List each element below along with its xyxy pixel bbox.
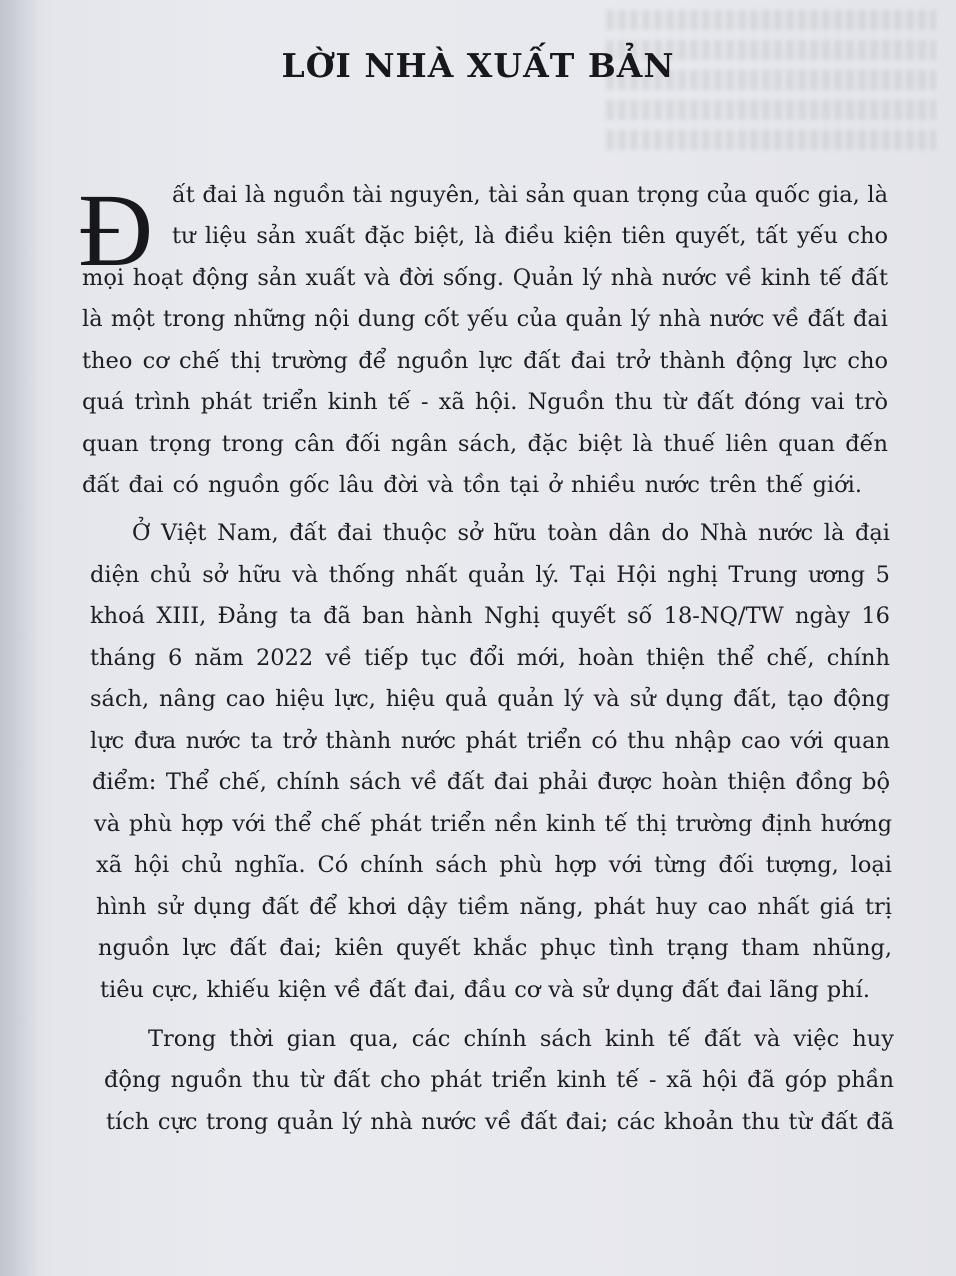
text-line: điểm: Thể chế, chính sách về đất đai phải được hoàn thiện đồng bộ <box>92 769 890 795</box>
text-line: hình sử dụng đất để khơi dậy tiềm năng, phát huy cao nhất giá trị <box>96 894 892 920</box>
text-line: động nguồn thu từ đất cho phát triển kinh tế - xã hội đã góp phần <box>104 1067 894 1093</box>
text-line: tư liệu sản xuất đặc biệt, là điều kiện tiên quyết, tất yếu cho <box>172 223 888 249</box>
page-gutter-shadow <box>0 0 40 1276</box>
text-line: ất đai là nguồn tài nguyên, tài sản quan trọng của quốc gia, là <box>172 182 888 208</box>
text-line: xã hội chủ nghĩa. Có chính sách phù hợp với từng đối tượng, loại <box>96 852 892 878</box>
text-line: tích cực trong quản lý nhà nước về đất đai; các khoản thu từ đất đã <box>106 1109 894 1135</box>
bleed-through-text <box>606 0 936 170</box>
text-line: theo cơ chế thị trường để nguồn lực đất đai trở thành động lực cho <box>82 348 888 374</box>
page-title: LỜI NHÀ XUẤT BẢN <box>281 46 675 85</box>
text-line: đất đai có nguồn gốc lâu đời và tồn tại ở nhiều nước trên thế giới. <box>82 472 862 498</box>
text-line: quá trình phát triển kinh tế - xã hội. Nguồn thu từ đất đóng vai trò <box>82 389 888 415</box>
text-line: nguồn lực đất đai; kiên quyết khắc phục tình trạng tham nhũng, <box>98 935 892 961</box>
text-line: diện chủ sở hữu và thống nhất quản lý. Tại Hội nghị Trung ương 5 <box>90 562 890 588</box>
drop-cap: Đ <box>78 173 154 288</box>
text-line: tiêu cực, khiếu kiện về đất đai, đầu cơ và sử dụng đất đai lãng phí. <box>100 977 870 1003</box>
text-line: tháng 6 năm 2022 về tiếp tục đổi mới, hoàn thiện thể chế, chính <box>90 645 890 671</box>
text-line: khoá XIII, Đảng ta đã ban hành Nghị quyết số 18-NQ/TW ngày 16 <box>90 603 890 629</box>
text-line: Ở Việt Nam, đất đai thuộc sở hữu toàn dân do Nhà nước là đại <box>132 520 890 546</box>
text-line: là một trong những nội dung cốt yếu của quản lý nhà nước về đất đai <box>82 306 888 332</box>
text-line: mọi hoạt động sản xuất và đời sống. Quản lý nhà nước về kinh tế đất <box>82 265 888 291</box>
text-line: quan trọng trong cân đối ngân sách, đặc biệt là thuế liên quan đến <box>82 431 888 457</box>
text-line: sách, nâng cao hiệu lực, hiệu quả quản lý và sử dụng đất, tạo động <box>90 686 890 712</box>
text-line: và phù hợp với thể chế phát triển nền kinh tế thị trường định hướng <box>94 811 892 837</box>
text-line: Trong thời gian qua, các chính sách kinh tế đất và việc huy <box>148 1026 894 1052</box>
text-line: lực đưa nước ta trở thành nước phát triển có thu nhập cao với quan <box>90 728 890 754</box>
